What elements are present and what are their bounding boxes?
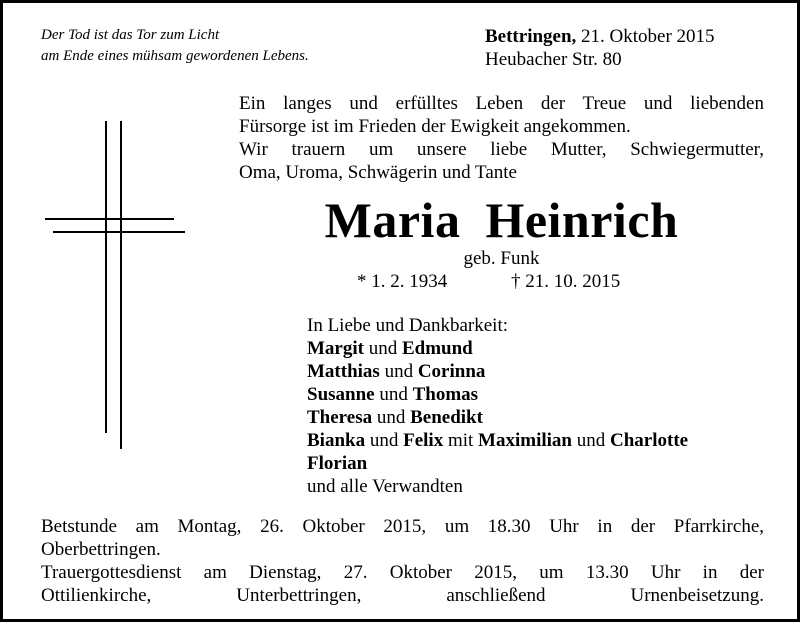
service-info	[41, 515, 764, 607]
conjunction: und	[576, 430, 606, 451]
mourner-name: Benedikt	[410, 407, 483, 428]
mourner-row	[307, 406, 777, 429]
mourner-row	[307, 383, 777, 406]
motto-quote	[41, 25, 401, 67]
mourner-name: Susanne	[307, 384, 375, 405]
mourners-closing: und alle Verwandten	[307, 476, 463, 497]
intro-line: Fürsorge ist im Frieden der Ewigkeit angekommen.	[239, 116, 631, 137]
mourners-heading: In Liebe und Dankbarkeit:	[307, 315, 509, 336]
cross-vertical-bar	[105, 121, 107, 433]
address: Heubacher Str. 80	[485, 49, 622, 70]
conjunction: und	[379, 384, 408, 405]
intro-line: Wir trauern um unsere liebe Mutter, Schwiegermutter,	[239, 139, 764, 160]
place-date-block	[485, 25, 785, 71]
mourner-row	[307, 429, 777, 452]
place: Bettringen,	[485, 26, 577, 47]
service-line: Trauergottesdienst am Dienstag, 27. Oktober 2015, um 13.30 Uhr in der	[41, 562, 764, 583]
mourner-name: Margit	[307, 338, 364, 359]
cross-vertical-bar	[120, 121, 122, 449]
birth-name: geb. Funk	[463, 248, 540, 269]
mourner-name: Theresa	[307, 407, 373, 428]
intro-line: Ein langes und erfülltes Leben der Treue und liebenden	[239, 93, 764, 114]
mourner-name: Thomas	[412, 384, 479, 405]
mourner-row	[307, 360, 777, 383]
mourner-name: Maximilian	[478, 430, 572, 451]
intro-text	[239, 92, 764, 184]
conjunction: und	[376, 407, 406, 428]
mourner-row	[307, 452, 777, 475]
date: 21. Oktober 2015	[576, 26, 715, 47]
place-date	[485, 25, 785, 48]
intro-line: Oma, Uroma, Schwägerin und Tante	[239, 162, 517, 183]
mourner-name: Bianka	[307, 430, 366, 451]
conjunction: und	[368, 338, 398, 359]
death-date: † 21. 10. 2015	[511, 271, 621, 292]
service-line: Ottilienkirche, Unterbettringen, anschließend Urnenbeisetzung.	[41, 585, 764, 606]
conjunction: und	[369, 430, 399, 451]
cross-horizontal-bar	[53, 231, 185, 233]
deceased-name: Maria Heinrich	[324, 192, 679, 248]
mourner-name: Matthias	[307, 361, 380, 382]
conjunction-with: mit	[447, 430, 474, 451]
mourner-name: Charlotte	[610, 430, 689, 451]
mourner-row	[307, 337, 777, 360]
motto-line: Der Tod ist das Tor zum Licht	[41, 27, 220, 43]
birth-date: * 1. 2. 1934	[357, 271, 448, 292]
mourner-name: Edmund	[401, 338, 473, 359]
service-line: Betstunde am Montag, 26. Oktober 2015, um 18.30 Uhr in der Pfarrkirche,	[41, 516, 764, 537]
mourners-list	[307, 314, 777, 498]
mourner-name: Florian	[307, 453, 368, 474]
service-line: Oberbettringen.	[41, 539, 161, 560]
cross-horizontal-bar	[45, 218, 174, 220]
conjunction: und	[384, 361, 414, 382]
mourner-name: Felix	[403, 430, 444, 451]
motto-line: am Ende eines mühsam gewordenen Lebens.	[41, 48, 309, 64]
mourner-name: Corinna	[417, 361, 486, 382]
